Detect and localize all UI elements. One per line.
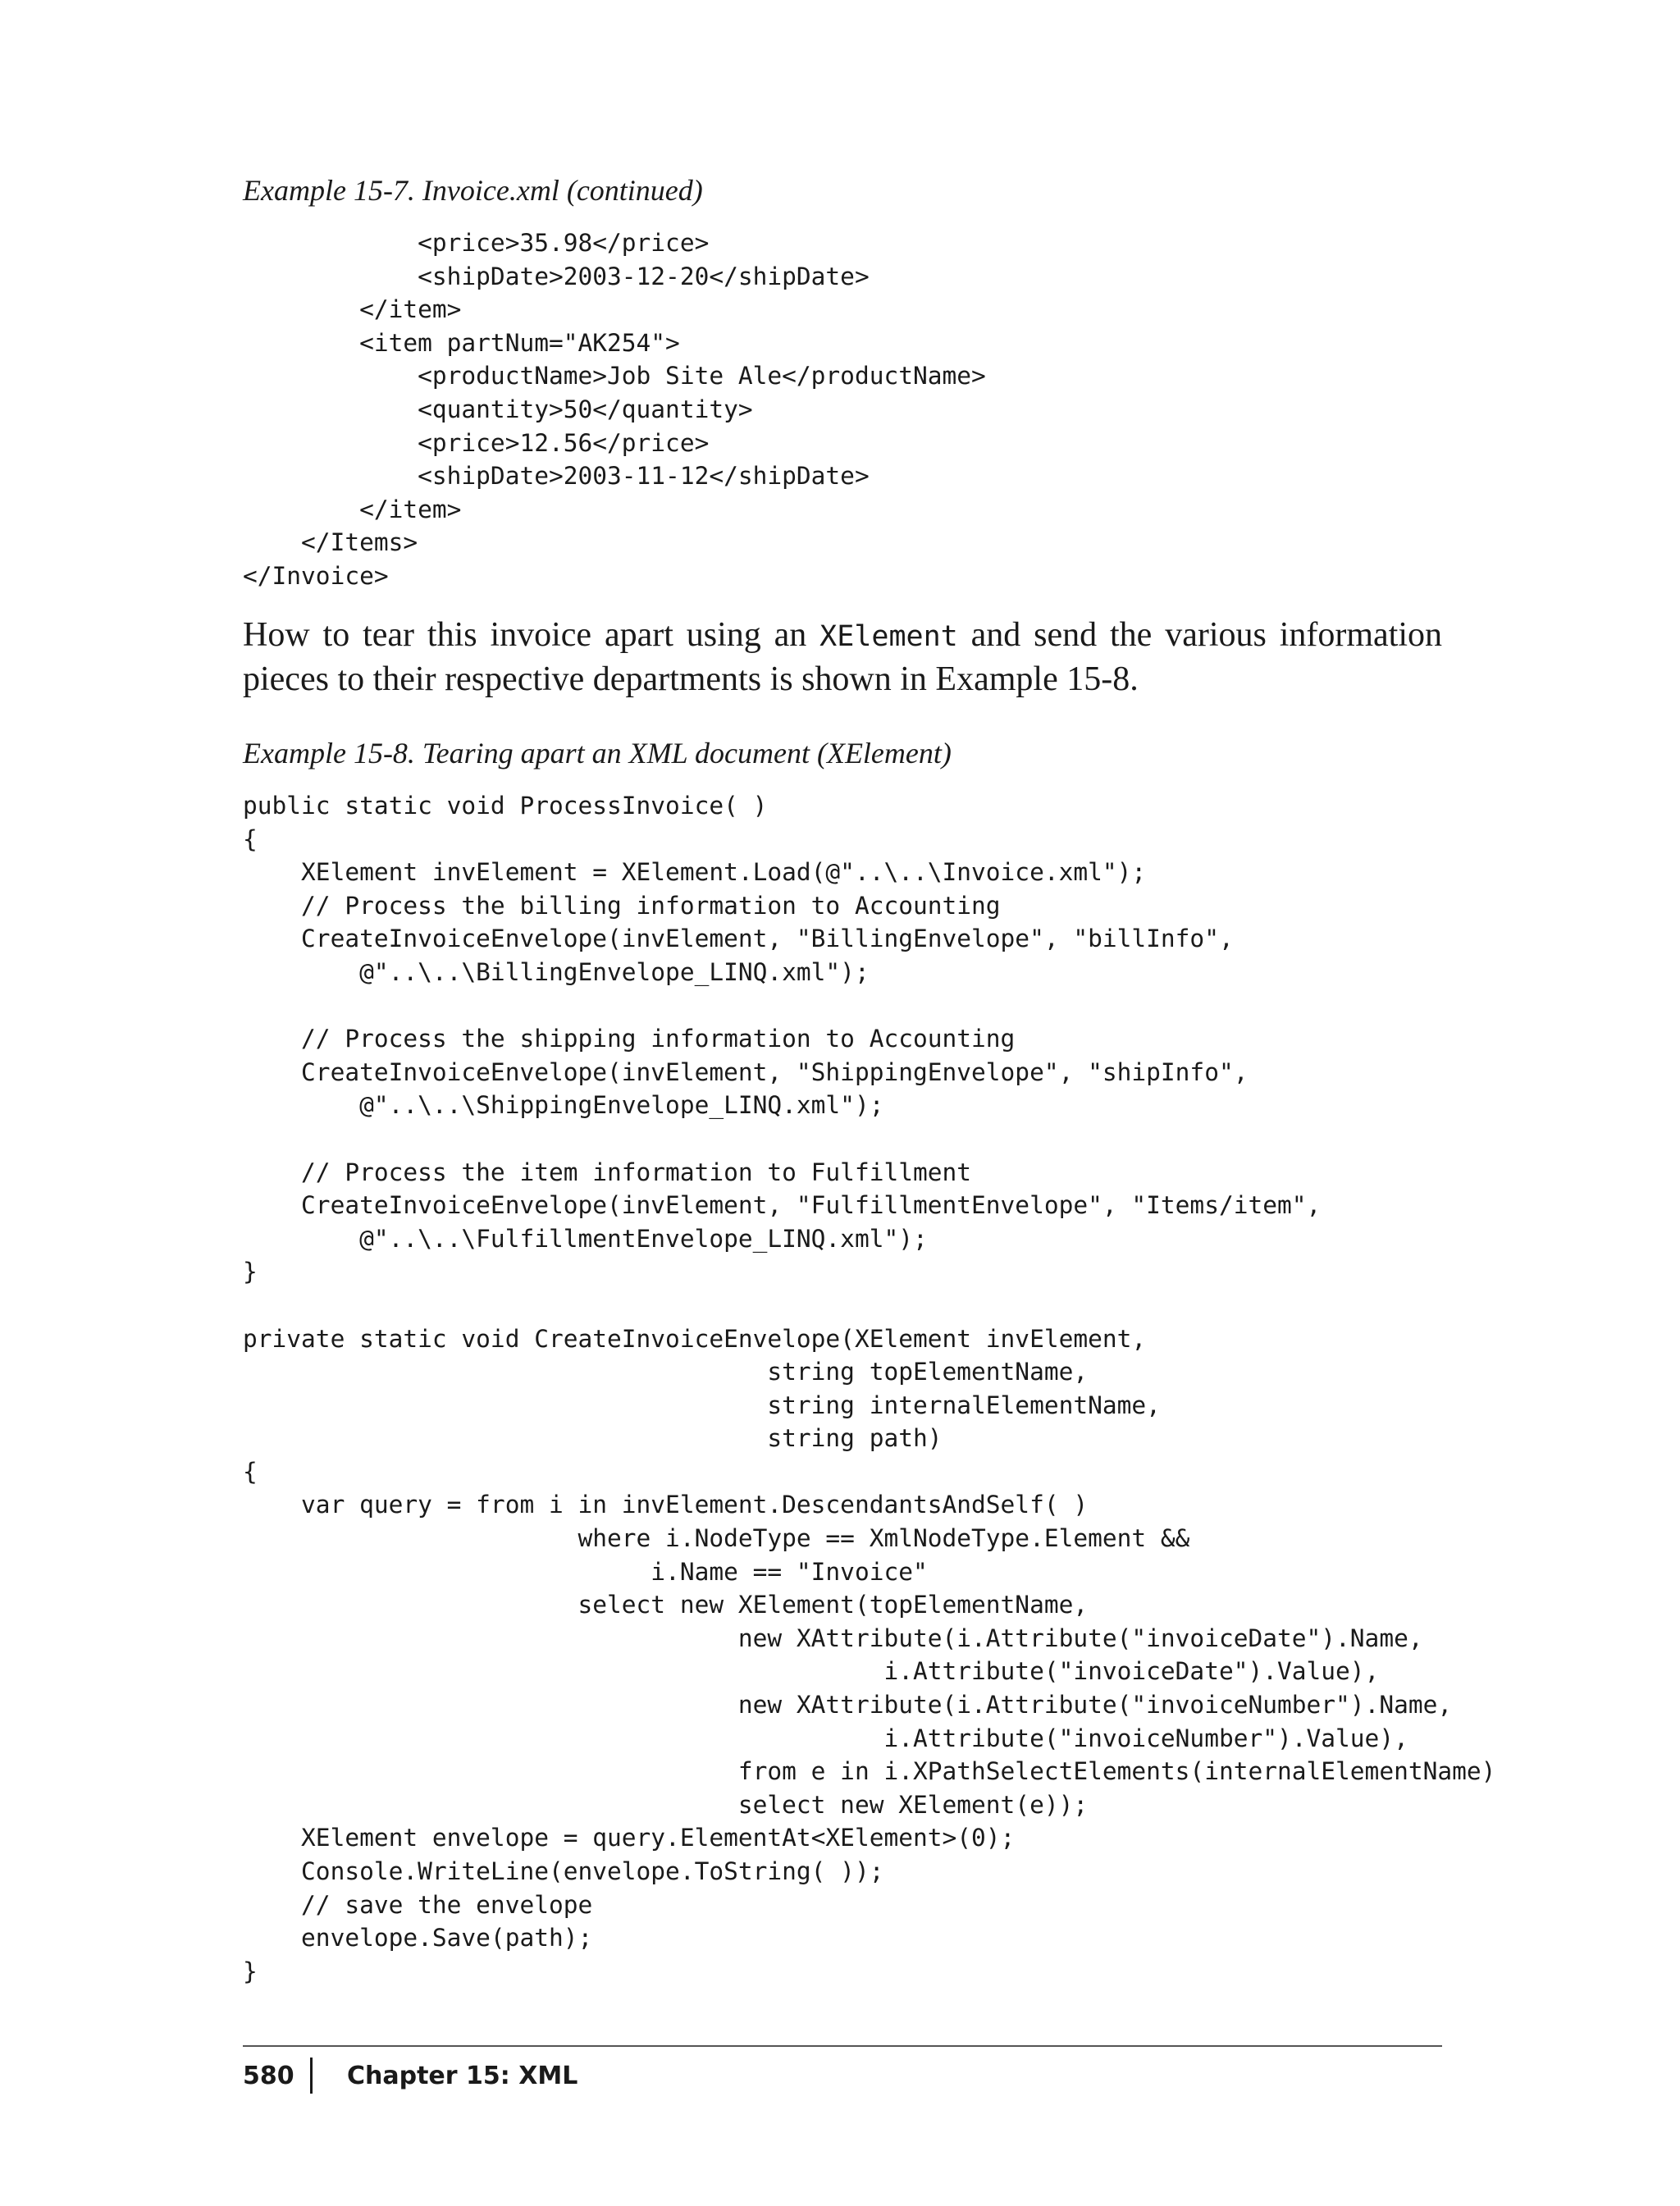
code-line: XElement envelope = query.ElementAt<XElement>(0);: [243, 1824, 1016, 1852]
code-line: // save the envelope: [243, 1890, 593, 1919]
code-line: <productName>Job Site Ale</productName>: [243, 362, 986, 391]
code-line: {: [243, 1457, 258, 1486]
example-15-8-code-block: [243, 789, 1495, 1988]
page-number: 580: [243, 2061, 294, 2090]
chapter-title: Chapter 15: XML: [347, 2061, 578, 2090]
code-line: string internalElementName,: [243, 1391, 1161, 1419]
code-line: [243, 989, 1495, 1023]
body-paragraph: [243, 614, 1442, 701]
code-line: @"..\..\FulfillmentEnvelope_LINQ.xml");: [243, 1224, 928, 1253]
paragraph-text-after: and send the various information pieces to their respective departments is shown in Example 15-8.: [243, 616, 1442, 698]
example-15-7-caption: Example 15-7. Invoice.xml (continued): [243, 174, 703, 207]
code-line: string topElementName,: [243, 1358, 1089, 1386]
code-line: {: [243, 824, 258, 853]
code-line: [243, 1122, 1495, 1156]
footer-separator: [310, 2058, 313, 2094]
code-line: }: [243, 1957, 258, 1985]
code-line: string path): [243, 1424, 943, 1453]
code-line: @"..\..\BillingEnvelope_LINQ.xml");: [243, 957, 870, 986]
code-line: // Process the shipping information to Accounting: [243, 1025, 1016, 1053]
code-line: XElement invElement = XElement.Load(@"..\..\Invoice.xml");: [243, 858, 1147, 887]
code-line: <item partNum="AK254">: [243, 328, 680, 357]
code-line: new XAttribute(i.Attribute("invoiceDate").Name,: [243, 1624, 1423, 1652]
page-footer: [243, 2056, 578, 2095]
code-line: </item>: [243, 495, 462, 523]
code-line: Console.WriteLine(envelope.ToString( ));: [243, 1857, 884, 1885]
code-line: <price>12.56</price>: [243, 428, 710, 457]
example-15-8-caption: Example 15-8. Tearing apart an XML document (XElement): [243, 737, 952, 770]
code-line: CreateInvoiceEnvelope(invElement, "FulfillmentEnvelope", "Items/item",: [243, 1191, 1322, 1220]
code-line: new XAttribute(i.Attribute("invoiceNumber").Name,: [243, 1691, 1453, 1720]
paragraph-text-before: How to tear this invoice apart using an: [243, 616, 820, 654]
code-line: // Process the billing information to Accounting: [243, 891, 1001, 920]
code-line: CreateInvoiceEnvelope(invElement, "ShippingEnvelope", "shipInfo",: [243, 1057, 1249, 1086]
code-line: @"..\..\ShippingEnvelope_LINQ.xml");: [243, 1091, 884, 1120]
code-line: select new XElement(e));: [243, 1790, 1089, 1819]
code-line: </Invoice>: [243, 561, 389, 590]
code-line: private static void CreateInvoiceEnvelope(XElement invElement,: [243, 1324, 1147, 1353]
code-line: <quantity>50</quantity>: [243, 395, 753, 423]
code-line: select new XElement(topElementName,: [243, 1591, 1089, 1619]
code-line: </item>: [243, 295, 462, 324]
code-line: i.Attribute("invoiceNumber").Value),: [243, 1724, 1408, 1752]
code-line: // Process the item information to Fulfillment: [243, 1158, 972, 1186]
code-line: var query = from i in invElement.DescendantsAndSelf( ): [243, 1491, 1089, 1519]
code-line: i.Attribute("invoiceDate").Value),: [243, 1657, 1380, 1686]
code-line: <price>35.98</price>: [243, 229, 710, 257]
code-line: envelope.Save(path);: [243, 1924, 593, 1953]
footer-rule: [243, 2045, 1442, 2047]
code-line: where i.NodeType == XmlNodeType.Element &&: [243, 1524, 1190, 1553]
code-line: [243, 1289, 1495, 1322]
code-line: <shipDate>2003-11-12</shipDate>: [243, 462, 870, 491]
code-line: }: [243, 1258, 258, 1286]
code-line: i.Name == "Invoice": [243, 1557, 928, 1586]
code-line: from e in i.XPathSelectElements(internalElementName): [243, 1757, 1496, 1786]
code-line: <shipDate>2003-12-20</shipDate>: [243, 262, 870, 290]
inline-code-xelement: XElement: [819, 620, 958, 653]
code-line: </Items>: [243, 528, 418, 557]
code-line: public static void ProcessInvoice( ): [243, 792, 768, 820]
example-15-7-code-block: [243, 226, 986, 593]
code-line: CreateInvoiceEnvelope(invElement, "BillingEnvelope", "billInfo",: [243, 925, 1234, 953]
